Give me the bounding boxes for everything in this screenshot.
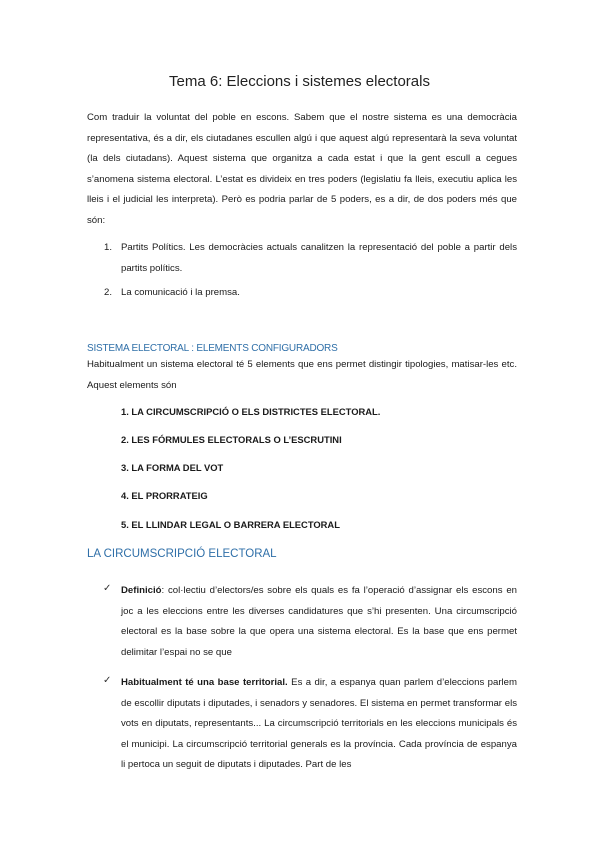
element-item: 4. EL PRORRATEIG — [121, 490, 208, 501]
section-paragraph: Habitualment un sistema electoral té 5 elements que ens permet distingir tipologies, matisar-les etc. Aquest elements són — [87, 359, 517, 391]
checklist-item-body: : col·lectiu d’electors/es sobre els quals es fa l’operació d’assignar els escons en joc a les eleccions entre les diverses candidatures que s’hi presenten. Una circumscripció electoral es la base sobre la que opera una sistema electoral. Es la base que ens permet delimitar l’espai no se que — [121, 585, 517, 658]
checklist-item-text — [121, 673, 517, 776]
checklist-item-text — [121, 581, 517, 663]
intro-paragraph: Com traduir la voluntat del poble en escons. Sabem que el nostre sistema es una democràcia representativa, és a dir, els ciutadanes escullen algú i que aquest algú representarà la seva voluntat (la dels ciutadans). Aquest sistema que organitza a cada estat i que la gent escull a cegues s’anomena sistema electoral. L’estat es divideix en tres poders (legislatiu fa lleis, executiu aplica les lleis i el judicial les interpreta). Però es podria parlar de 5 poders, es a dir, de dos poders més que són: — [87, 112, 517, 226]
list-item-number: 1. — [104, 242, 113, 253]
element-item: 3. LA FORMA DEL VOT — [121, 462, 224, 473]
checklist-item-label: Definició — [121, 585, 162, 596]
page-title: Tema 6: Eleccions i sistemes electorals — [169, 73, 430, 90]
checklist-item-label: Habitualment té una base territorial. — [121, 677, 288, 688]
list-item-text: Partits Polítics. Les democràcies actuals canalitzen la representació del poble a partir dels partits polítics. — [121, 242, 517, 274]
section-heading: LA CIRCUMSCRIPCIÓ ELECTORAL — [87, 548, 277, 560]
list-item-text: La comunicació i la premsa. — [121, 287, 240, 298]
checkmark-icon: ✓ — [103, 675, 112, 686]
element-item: 5. EL LLINDAR LEGAL O BARRERA ELECTORAL — [121, 519, 340, 530]
list-item-number: 2. — [104, 287, 113, 298]
checkmark-icon: ✓ — [103, 583, 112, 594]
checklist-item-body: Es a dir, a espanya quan parlem d’eleccions parlem de escollir diputats i diputades, i senadors y senadores. El sistema en permet transformar els vots en diputats, representants... La circumscripció territorials en les eleccions municipals és el municipi. La circumscripció territorial generals es la província. Cada província de espanya li pertoca un seguit de diputats i diputades. Part de les — [121, 677, 517, 771]
element-item: 1. LA CIRCUMSCRIPCIÓ O ELS DISTRICTES ELECTORAL. — [121, 406, 381, 417]
section-heading: SISTEMA ELECTORAL : ELEMENTS CONFIGURADORS — [87, 343, 338, 354]
element-item: 2. LES FÓRMULES ELECTORALS O L’ESCRUTINI — [121, 434, 342, 445]
